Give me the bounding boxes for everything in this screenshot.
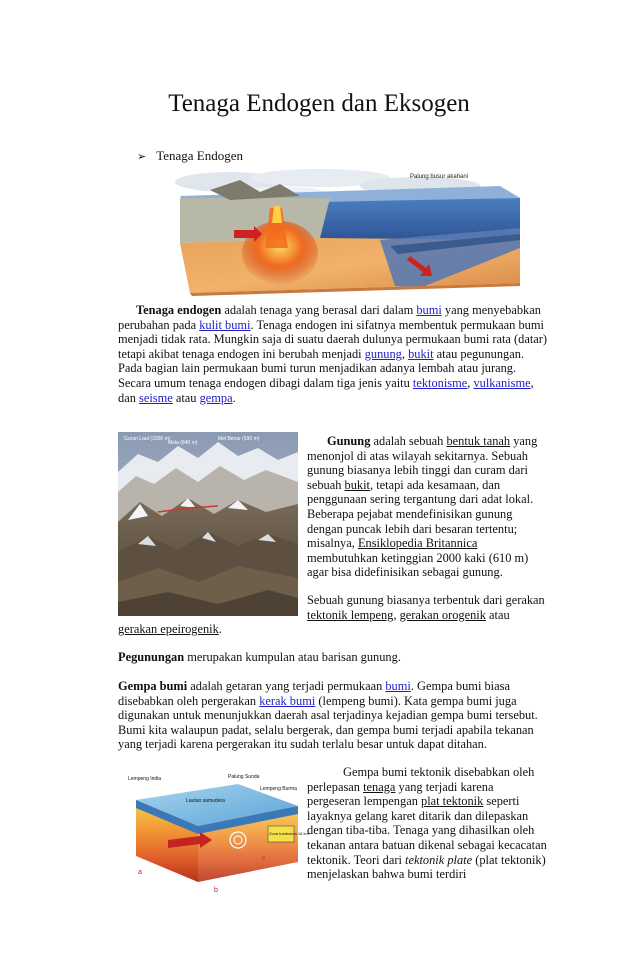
paragraph-pegunungan <box>118 650 550 665</box>
link-bumi[interactable]: bumi <box>416 303 442 317</box>
text: atau <box>485 607 510 622</box>
text: , <box>393 607 400 622</box>
paragraph-pembentukan-gunung-cont <box>118 622 418 637</box>
link-kulit-bumi[interactable]: kulit bumi <box>199 317 251 332</box>
label-b: b <box>214 887 218 894</box>
bullet-heading-text: Tenaga Endogen <box>156 148 244 163</box>
text: adalah tenaga yang berasal dari dalam <box>221 303 417 317</box>
paragraph-gunung <box>307 434 549 580</box>
link-ensiklopedia-britannica[interactable]: Ensiklopedia Britannica <box>357 536 478 551</box>
text: merupakan kumpulan atau barisan gunung. <box>184 650 401 664</box>
text: seperti layaknya gelang karet ditarik dan dilepaskan dengan tiba-tiba. Tenaga yang dihasilkan oleh tekanan antara batuan dikenal sebagai kecacatan tektonik. Teori dari <box>307 794 547 867</box>
text: yang menyebabkan perubahan pada <box>118 303 541 332</box>
link-bumi-2[interactable]: bumi <box>385 679 411 693</box>
figure1-label: Palung busur akahani <box>410 174 469 180</box>
link-bukit[interactable]: bukit <box>408 346 434 361</box>
link-tenaga[interactable]: tenaga <box>363 779 396 794</box>
link-vulkanisme[interactable]: vulkanisme <box>473 375 531 390</box>
arrow-bullet-icon: ➢ <box>137 151 147 163</box>
term-tenaga-endogen: Tenaga endogen <box>136 303 222 317</box>
term-gunung: Gunung <box>327 434 371 448</box>
link-kerak-bumi[interactable]: kerak bumi <box>259 693 316 708</box>
subduction-illustration <box>170 168 522 298</box>
photo-label-1: Gurun Laut (3300 m) <box>124 436 171 442</box>
link-gempa[interactable]: gempa <box>199 390 233 405</box>
link-bentuk-tanah[interactable]: bentuk tanah <box>446 434 511 448</box>
mountain-photo <box>118 432 298 616</box>
text: (lempeng bumi). Kata gempa bumi juga digunakan untuk menunjukkan daerah asal terjadinya kejadian gempa bumi tersebut. Bumi kita walaupun padat, selalu bergerak, dan gempa bumi terjadi apabila tekanan yang terjadi karena pergerakan itu sudah terlalu besar untuk dapat ditahan. <box>118 693 538 752</box>
label-lempeng-india: Lempeng India <box>128 776 162 782</box>
text: . Gempa bumi biasa disebabkan oleh pergerakan <box>118 679 510 708</box>
link-tektonik-lempeng[interactable]: tektonik lempeng <box>307 607 394 622</box>
text: membutuhkan ketinggian 2000 kaki (610 m) agar bisa didefinisikan sebagai gunung. <box>307 550 529 580</box>
paragraph-gempa-bumi <box>118 679 550 752</box>
link-tektonisme[interactable]: tektonisme <box>412 375 468 390</box>
tectonic-plate-diagram <box>128 770 309 898</box>
text: , <box>467 375 474 390</box>
label-zona: Zona tumbukan 18 km <box>269 831 309 836</box>
paragraph-pembentukan-gunung <box>307 593 549 622</box>
text: . Tenaga endogen ini sifatnya membentuk permukaan bumi menjadi tidak rata. Mungkin saja di suatu daerah dulunya permukaan bumi rata (datar) tetapi akibat tenaga endogen ini berubah menjadi <box>118 317 548 361</box>
term-tektonik-plate: tektonik plate <box>405 852 473 867</box>
bullet-heading <box>137 148 243 164</box>
text: yang menonjol di atas wilayah sekitarnya. Sebuah gunung biasanya lebih tinggi dan curam dari sebuah <box>307 434 538 492</box>
text: adalah getaran yang terjadi permukaan <box>187 679 386 693</box>
text: , dan <box>118 375 534 405</box>
label-c: c <box>262 855 266 862</box>
label-lempeng-burma: Lempeng Burma <box>260 786 297 792</box>
label-palung-sunda: Palung Sunda <box>228 774 260 780</box>
text: atau pegunungan. Pada bagian lain permukaan bumi turun menjadikan adanya lembah atau jurang. Secara umum tenaga endogen dibagi dalam tiga jenis yaitu <box>118 346 525 390</box>
link-gerakan-epeirogenik[interactable]: gerakan epeirogenik <box>118 622 219 636</box>
term-pegunungan: Pegunungan <box>118 650 185 664</box>
paragraph-tenaga-endogen <box>118 303 550 405</box>
text: adalah sebuah <box>370 434 447 448</box>
term-gempa-bumi: Gempa bumi <box>118 679 188 693</box>
text: . <box>218 622 222 636</box>
text: Sebuah gunung biasanya terbentuk dari gerakan <box>307 593 545 607</box>
label-lautan: Lautan samudera <box>186 798 225 804</box>
photo-label-2: Mela (640 m) <box>168 440 198 446</box>
photo-label-3: Mel Benar (590 m) <box>218 436 260 442</box>
link-seisme[interactable]: seisme <box>139 390 173 405</box>
text: Gempa bumi tektonik disebabkan oleh perlepasan <box>307 765 535 794</box>
paragraph-gempa-tektonik <box>307 765 547 882</box>
text: yang terjadi karena pergeseran lempengan <box>307 779 494 809</box>
text: (plat tektonik) menjelaskan bahwa bumi terdiri <box>307 852 546 882</box>
link-gunung[interactable]: gunung <box>364 346 402 361</box>
text: . <box>232 390 236 405</box>
link-gerakan-orogenik[interactable]: gerakan orogenik <box>399 607 486 622</box>
label-a: a <box>138 869 142 876</box>
text: , <box>401 346 409 361</box>
text: , tetapi ada kesamaan, dan penggunaan sering tergantung dari adat lokal. Beberapa pejabat mendefinisikan gunung dengan puncak lebih dari besaran tertentu; misalnya, <box>307 477 534 551</box>
page-title: Tenaga Endogen dan Eksogen <box>168 90 470 117</box>
text: atau <box>172 390 200 405</box>
link-plat-tektonik[interactable]: plat tektonik <box>421 794 484 809</box>
link-bukit-2[interactable]: bukit <box>344 477 370 492</box>
